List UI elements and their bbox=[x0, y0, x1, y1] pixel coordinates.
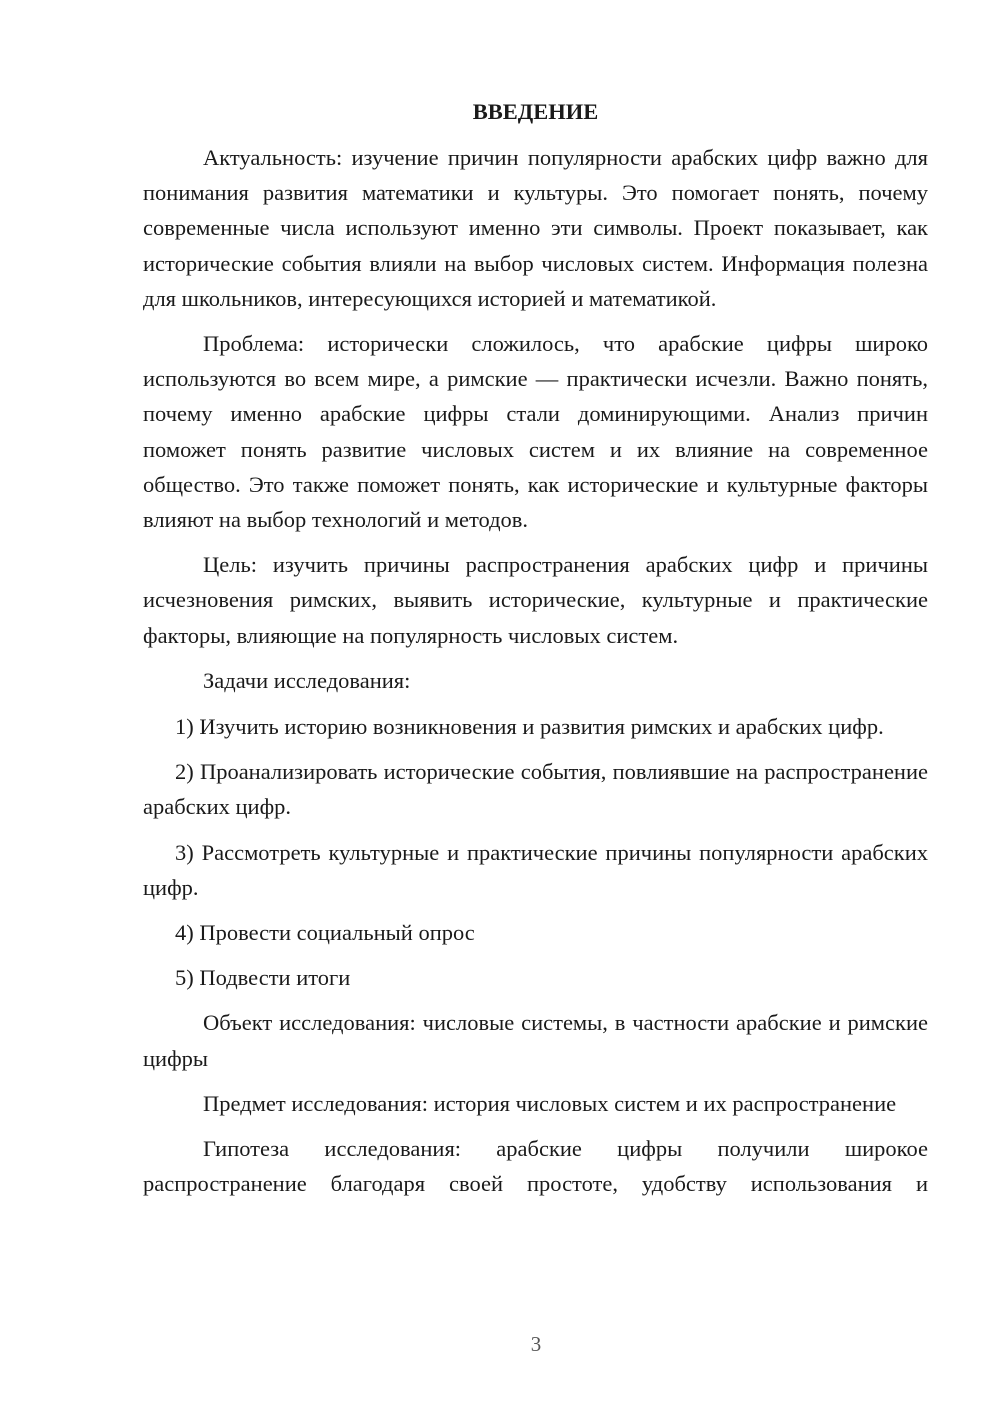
page-number: 3 bbox=[530, 1332, 542, 1356]
page-content bbox=[143, 94, 928, 1201]
object-paragraph: Объект исследования: числовые системы, в частности арабские и римские цифры bbox=[143, 1010, 928, 1071]
task-item: 3) Рассмотреть культурные и практические причины популярности арабских цифр. bbox=[143, 839, 928, 900]
relevance-paragraph: Актуальность: изучение причин популярности арабских цифр важно для понимания развития математики и культуры. Это помогает понять, почему современные числа используют именно эти символы. Проект показывает, как исторические события влияли на выбор числовых систем. Информация полезна для школьников, интересующихся историей и математикой. bbox=[143, 145, 928, 311]
problem-paragraph: Проблема: исторически сложилось, что арабские цифры широко используются во всем мире, а римские — практически исчезли. Важно понять, почему именно арабские цифры стали доминирующими. Анализ причин поможет понять развитие числовых систем и их влияние на современное общество. Это также поможет понять, как исторические и культурные факторы влияют на выбор технологий и методов. bbox=[143, 331, 928, 533]
page-title: ВВЕДЕНИЕ bbox=[472, 99, 599, 124]
task-item: 1) Изучить историю возникновения и развития римских и арабских цифр. bbox=[175, 714, 884, 740]
goal-paragraph: Цель: изучить причины распространения арабских цифр и причины исчезновения римских, выявить исторические, культурные и практические факторы, влияющие на популярность числовых систем. bbox=[143, 552, 928, 648]
tasks-heading: Задачи исследования: bbox=[203, 667, 411, 693]
hypothesis-paragraph: Гипотеза исследования: арабские цифры получили широкое распространение благодаря своей простоте, удобству использования и bbox=[143, 1136, 928, 1197]
task-item: 2) Проанализировать исторические события, повлиявшие на распространение арабских цифр. bbox=[143, 759, 928, 820]
subject-paragraph: Предмет исследования: история числовых систем и их распространение bbox=[203, 1090, 897, 1116]
task-item: 5) Подвести итоги bbox=[175, 965, 351, 991]
task-item: 4) Провести социальный опрос bbox=[175, 920, 475, 946]
